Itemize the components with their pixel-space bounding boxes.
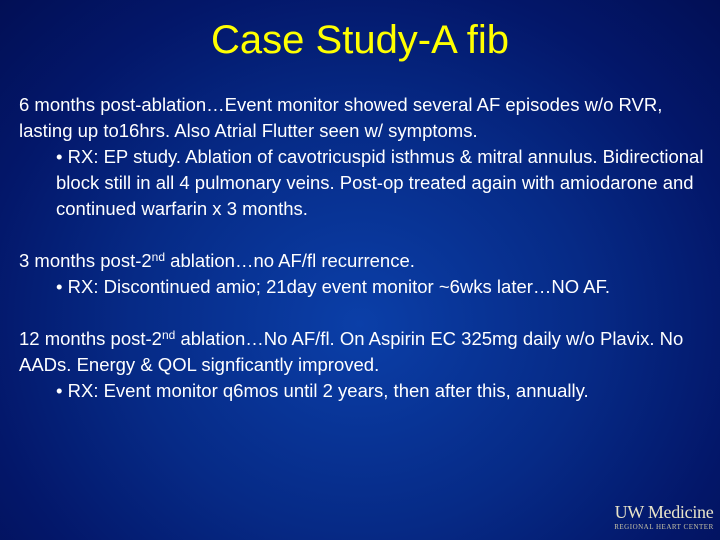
block2-text xyxy=(19,248,715,274)
block3-sup: nd xyxy=(161,328,176,342)
block3-post: ablation…No AF/fl. On Aspirin EC 325mg daily w/o Plavix. No AADs. Energy & QOL signficantly improved. xyxy=(19,328,684,375)
logo-main-text: UW Medicine xyxy=(614,502,714,522)
spacer xyxy=(19,222,715,248)
block1-text: 6 months post-ablation…Event monitor showed several AF episodes w/o RVR, lasting up to16hrs. Also Atrial Flutter seen w/ symptoms. xyxy=(19,94,663,141)
slide-content xyxy=(19,92,715,404)
block3-pre: 12 months post-2 xyxy=(19,328,162,349)
block2-bullet: • RX: Discontinued amio; 21day event monitor ~6wks later…NO AF. xyxy=(56,276,611,297)
block3-bullet: • RX: Event monitor q6mos until 2 years, then after this, annually. xyxy=(56,380,589,401)
uw-medicine-logo xyxy=(614,502,714,536)
logo-sub-text: REGIONAL HEART CENTER xyxy=(614,523,714,531)
block1-bullet: • RX: EP study. Ablation of cavotricuspid isthmus & mitral annulus. Bidirectional block still in all 4 pulmonary veins. Post-op treated again with amiodarone and continued warfarin x 3 months. xyxy=(56,146,704,219)
slide-title: Case Study-A fib xyxy=(211,18,509,62)
block3-text xyxy=(19,326,715,378)
block2-pre: 3 months post-2 xyxy=(19,250,152,271)
spacer xyxy=(19,300,715,326)
block2-post: ablation…no AF/fl recurrence. xyxy=(165,250,415,271)
block2-sup: nd xyxy=(151,250,166,264)
